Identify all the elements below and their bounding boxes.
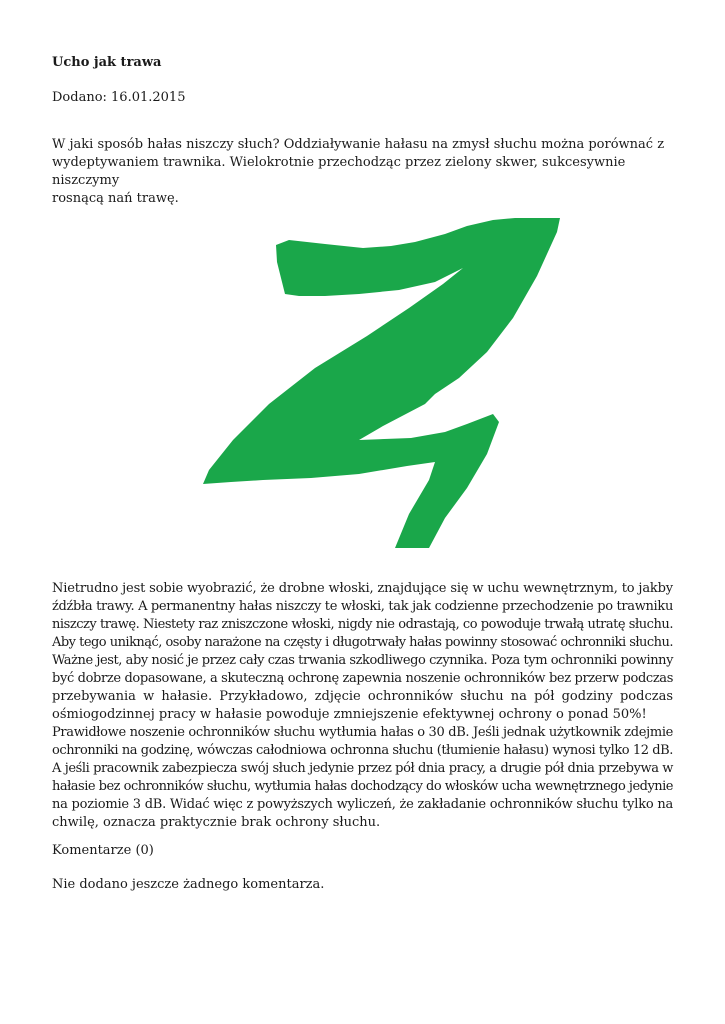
article-body xyxy=(52,580,673,832)
intro-line: W jaki sposób hałas niszczy słuch? Oddziaływanie hałasu na zmysł słuchu można porównać z xyxy=(52,137,665,152)
body-line: przebywania w hałasie. Przykładowo, zdjęcie ochronników słuchu na pół godziny podczas xyxy=(52,689,673,704)
body-line: Prawidłowe noszenie ochronników słuchu wytłumia hałas o 30 dB. Jeśli jednak użytkownik zdejmie xyxy=(52,725,674,740)
body-line: Aby tego uniknąć, osoby narażone na częsty i długotrwały hałas powinny stosować ochronniki słuchu. xyxy=(52,635,673,650)
body-line: ośmiogodzinnej pracy w hałasie powoduje zmniejszenie efektywnej ochrony o ponad 50%! xyxy=(52,707,647,722)
comments-heading: Komentarze (0) xyxy=(52,843,154,858)
green-zigzag-logo-icon xyxy=(63,218,663,548)
body-line: być dobrze dopasowane, a skuteczną ochronę zapewnia noszenie ochronników bez przerw podczas xyxy=(52,671,673,686)
intro-line: wydeptywaniem trawnika. Wielokrotnie przechodząc przez zielony skwer, sukcesywnie niszczymy xyxy=(52,155,626,188)
body-line: niszczy trawę. Niestety raz zniszczone włoski, nigdy nie odrastają, co powoduje trwałą utratę słuchu. xyxy=(52,617,673,632)
intro-line: rosnącą nań trawę. xyxy=(52,191,179,206)
body-line: chwilę, oznacza praktycznie brak ochrony słuchu. xyxy=(52,815,381,830)
body-line: Nietrudno jest sobie wyobrazić, że drobne włoski, znajdujące się w uchu wewnętrznym, to jakby xyxy=(52,581,673,596)
body-line: ochronniki na godzinę, wówczas całodniowa ochronna słuchu (tłumienie hałasu) wynosi tylko 12 dB. xyxy=(52,743,673,758)
article-intro xyxy=(52,136,678,208)
body-line: Ważne jest, aby nosić je przez cały czas trwania szkodliwego czynnika. Poza tym ochronniki powinny xyxy=(52,653,673,668)
article-title: Ucho jak trawa xyxy=(52,55,162,70)
body-line: A jeśli pracownik zabezpiecza swój słuch jedynie przez pół dnia pracy, a drugie pół dnia przebywa w xyxy=(52,761,673,776)
body-line: źdźbła trawy. A permanentny hałas niszczy te włoski, tak jak codzienne przechodzenie po trawniku xyxy=(52,599,673,614)
body-line: na poziomie 3 dB. Widać więc z powyższych wyliczeń, że zakładanie ochronników słuchu tylko na xyxy=(52,797,673,812)
comments-empty-message: Nie dodano jeszcze żadnego komentarza. xyxy=(52,877,325,892)
body-line: hałasie bez ochronników słuchu, wytłumia hałas dochodzący do włosków ucha wewnętrznego jedynie xyxy=(52,779,673,794)
article-date: Dodano: 16.01.2015 xyxy=(52,90,186,105)
